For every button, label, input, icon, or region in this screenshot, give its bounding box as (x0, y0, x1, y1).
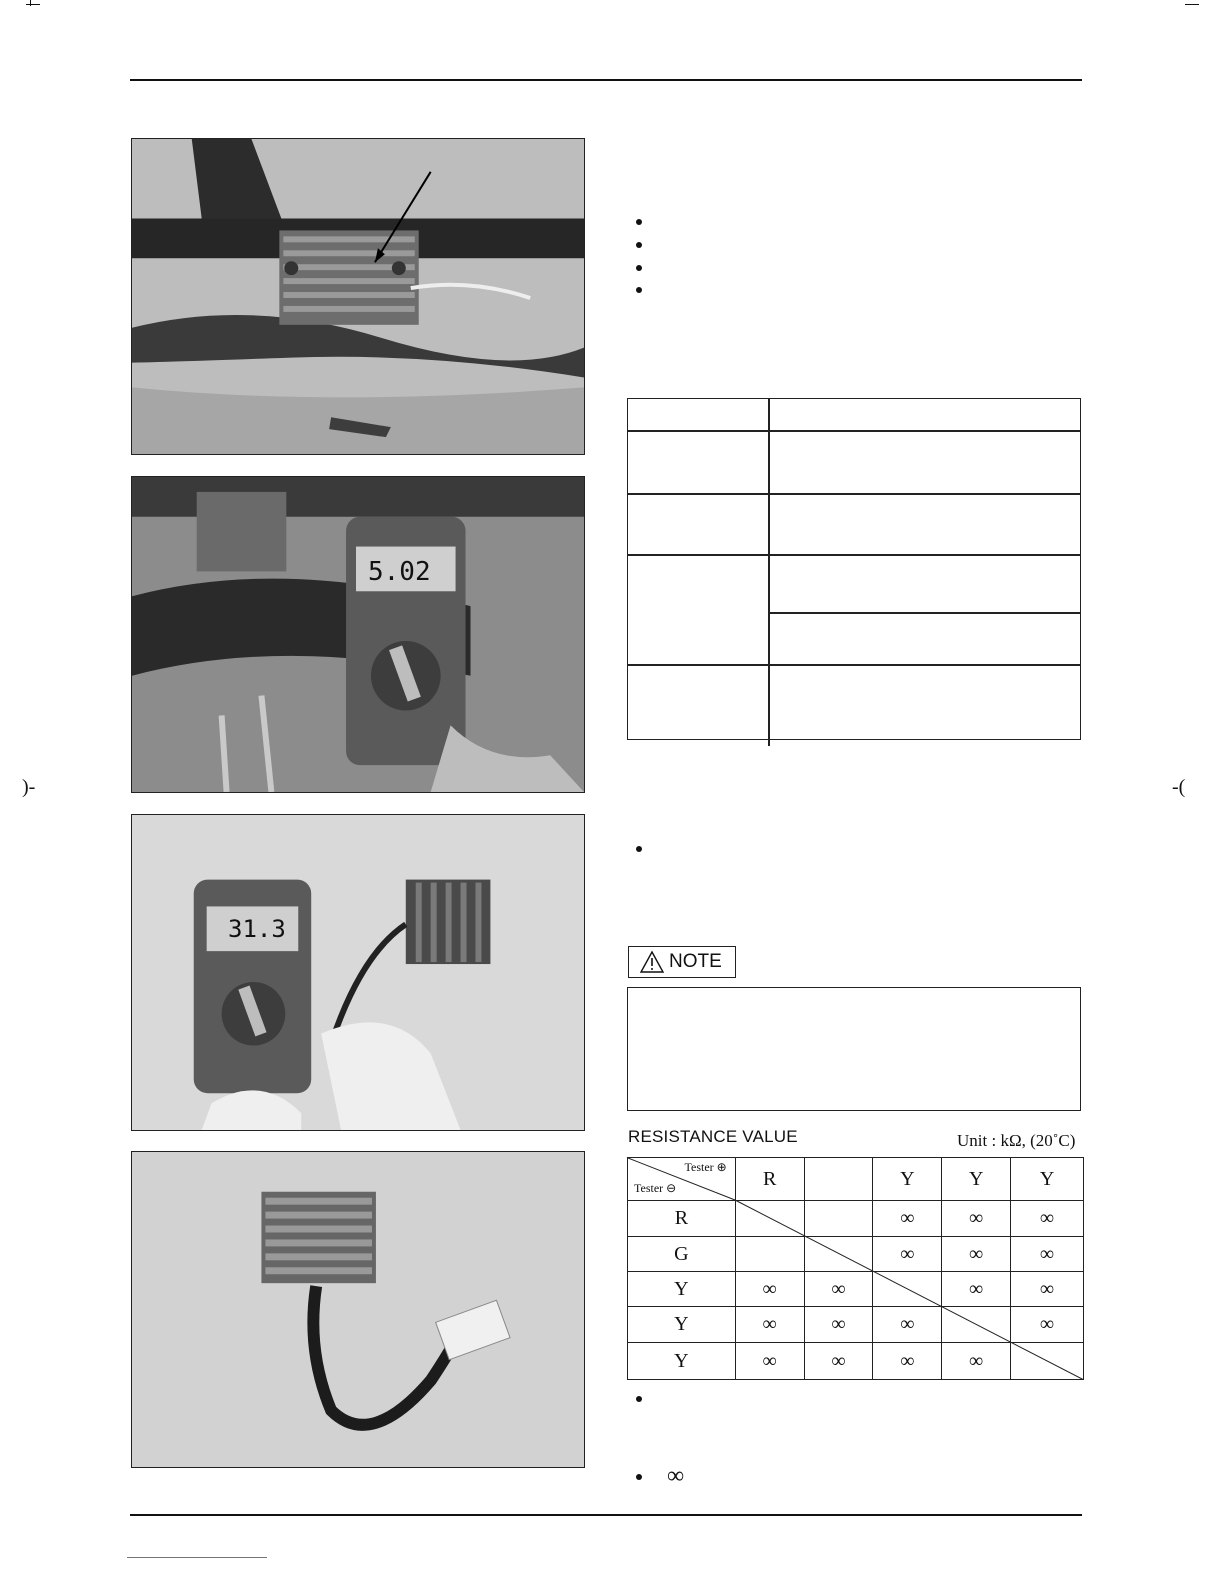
figure-multimeter-resistance (131, 814, 585, 1131)
figure-multimeter-voltage (131, 476, 585, 793)
row-label: Y (628, 1343, 736, 1380)
table-cell: ∞ (1011, 1307, 1084, 1343)
table-row (628, 1272, 1084, 1307)
table-cell (1011, 1343, 1084, 1380)
resistance-title: RESISTANCE VALUE (628, 1127, 798, 1146)
note-content-box (627, 987, 1081, 1111)
infinity-symbol: ∞ (667, 1463, 685, 1489)
table-cell: ∞ (735, 1343, 804, 1380)
header-rule (130, 79, 1082, 81)
col-header: Y (873, 1158, 942, 1201)
col-header: R (735, 1158, 804, 1201)
bullet-2 (636, 242, 642, 248)
resistance-unit: Unit : kΩ, (20˚C) (957, 1131, 1076, 1150)
row-label: G (628, 1237, 736, 1272)
bullet-6 (636, 1396, 642, 1402)
table-cell (873, 1272, 942, 1307)
spec-row-line (768, 612, 1080, 614)
photo-regulator-frame-illustration (132, 139, 584, 454)
registration-mark-left: )- (22, 776, 36, 798)
crop-mark-top-left (30, 0, 31, 6)
table-cell: ∞ (735, 1272, 804, 1307)
table-cell: ∞ (873, 1201, 942, 1237)
corner-label-minus: Tester ⊖ (634, 1181, 677, 1195)
bullet-3 (636, 265, 642, 271)
table-row (628, 1237, 1084, 1272)
footer-rule (130, 1514, 1082, 1516)
table-cell (942, 1307, 1011, 1343)
row-label: Y (628, 1272, 736, 1307)
bullet-4 (636, 287, 642, 293)
figure-regulator-on-frame (131, 138, 585, 455)
figure-regulator-removed (131, 1151, 585, 1468)
note-label (628, 946, 736, 978)
row-label: Y (628, 1307, 736, 1343)
table-cell: ∞ (873, 1237, 942, 1272)
crop-mark-top-left-h (26, 4, 40, 5)
bullet-7 (636, 1474, 642, 1480)
crop-mark-top-right (1185, 4, 1199, 5)
table-cell: ∞ (873, 1343, 942, 1380)
footer-link-underline[interactable] (127, 1557, 267, 1558)
table-cell: ∞ (942, 1237, 1011, 1272)
col-header: Y (1011, 1158, 1084, 1201)
table-cell (735, 1201, 804, 1237)
photo-multimeter-resistance-illustration (132, 815, 584, 1130)
spec-row-line (628, 554, 1080, 556)
table-cell: ∞ (942, 1201, 1011, 1237)
table-cell (735, 1237, 804, 1272)
spec-table-divider (768, 399, 770, 746)
table-cell: ∞ (942, 1272, 1011, 1307)
table-cell: ∞ (1011, 1272, 1084, 1307)
table-row (628, 1201, 1084, 1237)
table-cell: ∞ (735, 1307, 804, 1343)
corner-label-plus: Tester ⊕ (684, 1160, 727, 1174)
resistance-table-wrap (627, 1157, 1084, 1380)
table-cell: ∞ (804, 1343, 873, 1380)
table-cell (804, 1237, 873, 1272)
table-row (628, 1343, 1084, 1380)
row-label: R (628, 1201, 736, 1237)
table-row (628, 1307, 1084, 1343)
bullet-1 (636, 219, 642, 225)
meter-display-resistance: 31.3 (228, 915, 286, 943)
bullet-5 (636, 846, 642, 852)
table-cell: ∞ (1011, 1201, 1084, 1237)
table-cell: ∞ (873, 1307, 942, 1343)
resistance-table (627, 1157, 1084, 1380)
registration-mark-right: -( (1172, 776, 1186, 798)
table-cell: ∞ (804, 1307, 873, 1343)
specification-table (627, 398, 1081, 740)
photo-multimeter-voltage-illustration (132, 477, 584, 792)
table-corner-cell (628, 1158, 736, 1201)
photo-regulator-removed-illustration (132, 1152, 584, 1467)
spec-row-line (628, 430, 1080, 432)
col-header (804, 1158, 873, 1201)
table-cell (804, 1201, 873, 1237)
table-cell: ∞ (942, 1343, 1011, 1380)
note-text: NOTE (669, 951, 722, 972)
table-cell: ∞ (1011, 1237, 1084, 1272)
table-cell: ∞ (804, 1272, 873, 1307)
spec-row-line (628, 664, 1080, 666)
meter-display-voltage: 5.02 (368, 557, 431, 587)
warning-triangle-icon (639, 950, 665, 974)
col-header: Y (942, 1158, 1011, 1201)
spec-row-line (628, 493, 1080, 495)
